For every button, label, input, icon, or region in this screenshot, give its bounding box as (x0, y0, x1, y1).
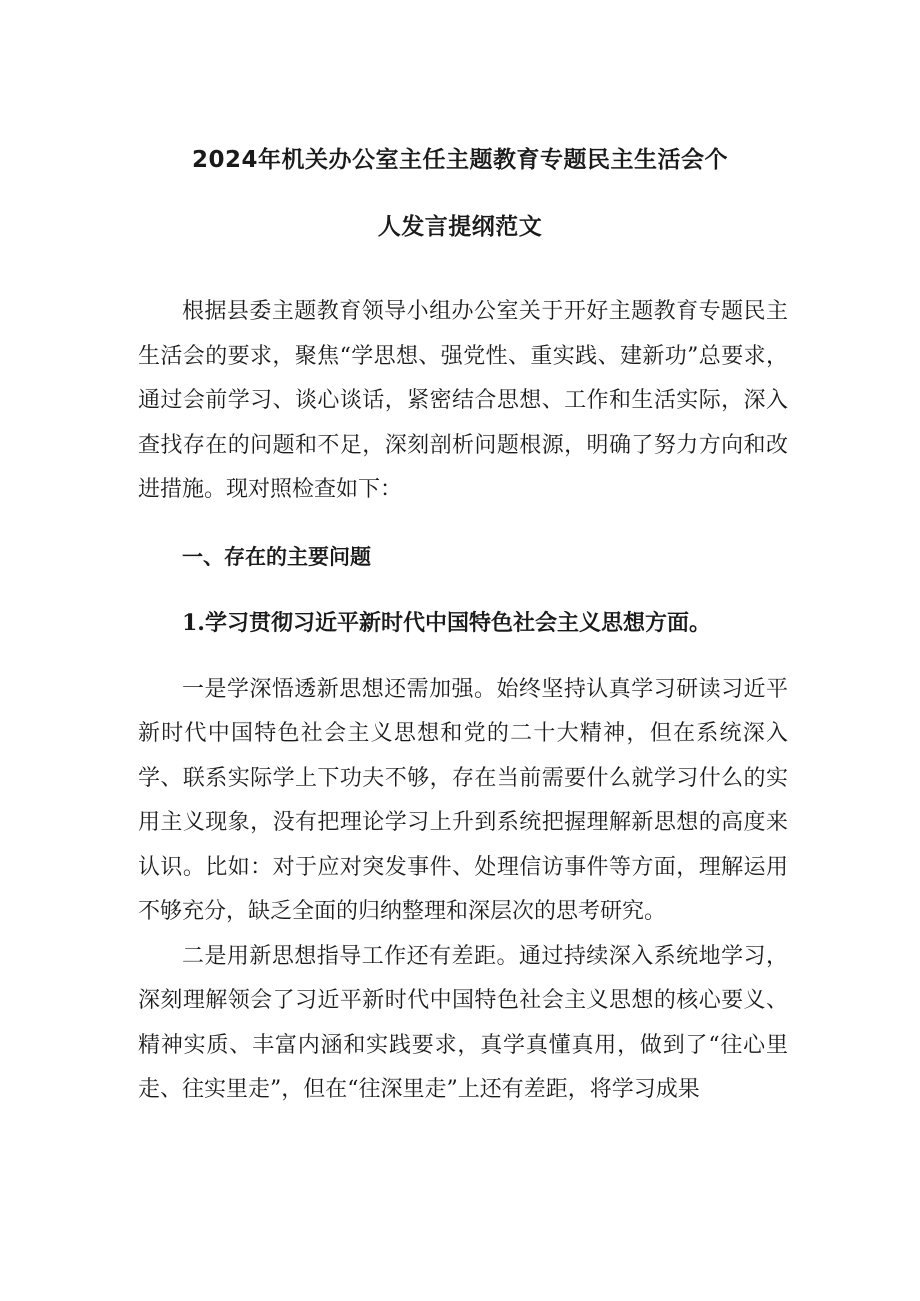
document-body (138, 290, 788, 1113)
document-title-line2: 人发言提纲范文 (377, 214, 543, 240)
section-heading: 一、存在的主要问题 (182, 544, 371, 569)
body-paragraph-2: 二是用新思想指导工作还有差距。通过持续深入系统地学习，深刻理解领会了习近平新时代中国特色社会主义思想的核心要义、精神实质、丰富内涵和实践要求，真学真懂真用，做到了“往心里走、往实里走”，但在“往深里走”上还有差距，将学习成果 (138, 943, 788, 1102)
document-title-line1: 2024年机关办公室主任主题教育专题民主生活会个 (191, 147, 728, 173)
intro-paragraph: 根据县委主题教育领导小组办公室关于开好主题教育专题民主生活会的要求，聚焦“学思想、强党性、重实践、建新功”总要求，通过会前学习、谈心谈话，紧密结合思想、工作和生活实际，深入查找存在的问题和不足，深刻剖析问题根源，明确了努力方向和改进措施。现对照检查如下： (138, 299, 788, 502)
subsection-heading: 1.学习贯彻习近平新时代中国特色社会主义思想方面。 (182, 610, 711, 636)
body-paragraph-1: 一是学深悟透新思想还需加强。始终坚持认真学习研读习近平新时代中国特色社会主义思想和党的二十大精神，但在系统深入学、联系实际学上下功夫不够，存在当前需要什么就学习什么的实用主义现象，没有把理论学习上升到系统把握理解新思想的高度来认识。比如：对于应对突发事件、处理信访事件等方面，理解运用不够充分，缺乏全面的归纳整理和深层次的思考研究。 (138, 676, 788, 924)
